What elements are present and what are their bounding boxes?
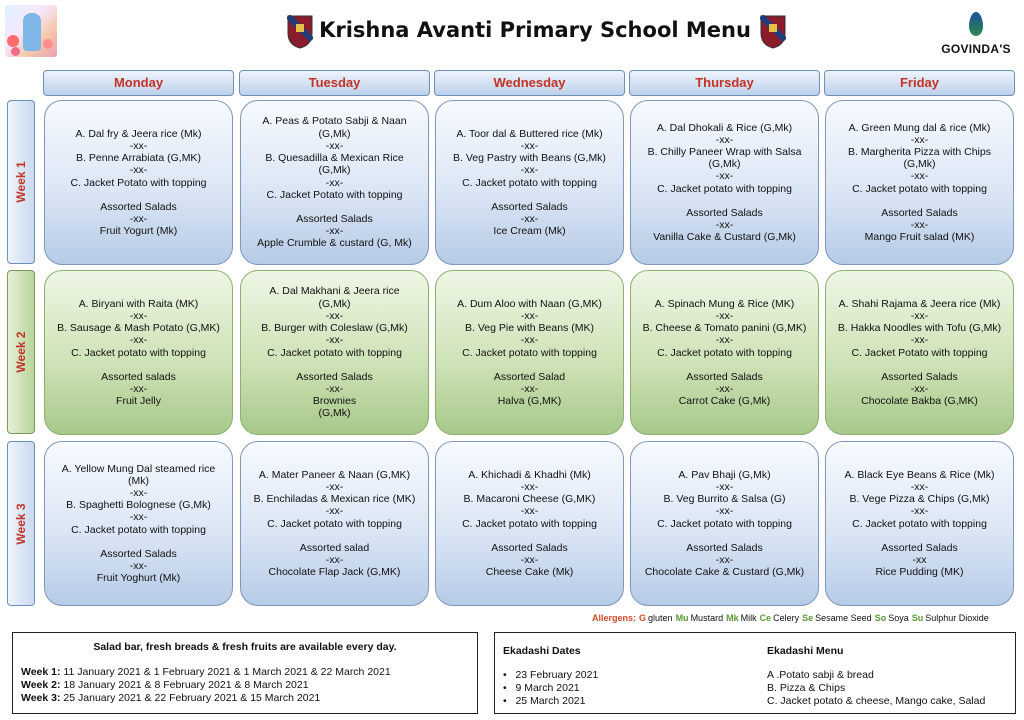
menu-line: -xx-	[520, 480, 539, 493]
menu-line: C. Jacket potato with topping	[267, 346, 402, 359]
allergen-name: Celery	[773, 613, 800, 623]
menu-line: B. Cheese & Tomato panini (G,MK)	[642, 322, 807, 335]
menu-line: C. Jacket potato with topping	[852, 517, 987, 530]
menu-line: Apple Crumble & custard (G, Mk)	[257, 237, 412, 250]
menu-line: Carrot Cake (G,Mk)	[678, 395, 771, 408]
menu-cell	[44, 441, 233, 606]
menu-line: -xx-	[325, 480, 344, 493]
menu-line: -xx-	[715, 334, 734, 347]
ekadashi-date-item: • 23 February 2021	[503, 669, 599, 681]
krishna-photo	[5, 5, 57, 57]
menu-line: Chocolate Bakba (G,MK)	[861, 395, 978, 408]
menu-line: Assorted Salads	[491, 541, 568, 554]
menu-line: B. Burger with Coleslaw (G,Mk)	[261, 322, 408, 335]
menu-line: C. Jacket potato with topping	[71, 346, 206, 359]
menu-line: -xx-	[910, 505, 929, 518]
menu-line: C. Jacket potato with topping	[462, 176, 597, 189]
day-header-wednesday: Wednesday	[434, 70, 625, 96]
menu-line: -xx-	[520, 505, 539, 518]
menu-line: Brownies	[312, 395, 357, 408]
menu-cell	[630, 441, 819, 606]
day-header-thursday: Thursday	[629, 70, 820, 96]
menu-line: -xx-	[520, 212, 539, 225]
allergens-label: Allergens:	[592, 613, 637, 623]
menu-line: -xx-	[129, 139, 148, 152]
menu-line: Mango Fruit salad (MK)	[864, 231, 975, 244]
menu-cell	[240, 100, 429, 265]
ekadashi-date-item: • 9 March 2021	[503, 682, 580, 694]
day-header-monday: Monday	[43, 70, 234, 96]
allergen-name: Sulphur Dioxide	[925, 613, 989, 623]
menu-line: Assorted Salads	[491, 200, 568, 213]
menu-line: -xx-	[520, 553, 539, 566]
ekadashi-dates-title: Ekadashi Dates	[503, 645, 581, 657]
menu-line: C. Jacket Potato with topping	[70, 176, 207, 189]
menu-cell	[630, 100, 819, 265]
menu-line: -xx-	[129, 309, 148, 322]
menu-line: -xx-	[129, 212, 148, 225]
menu-line: -xx-	[325, 382, 344, 395]
menu-line: B. Veg Pastry with Beans (G,Mk)	[453, 152, 606, 165]
menu-line: Assorted Salads	[881, 206, 958, 219]
menu-line: -xx-	[910, 219, 929, 231]
menu-line: B. Penne Arrabiata (G,MK)	[76, 152, 201, 165]
week-header-2: Week 2	[7, 270, 35, 434]
menu-line: -xx-	[325, 309, 344, 322]
menu-line: A. Toor dal & Buttered rice (Mk)	[456, 127, 603, 140]
allergen-code: Mk	[726, 613, 739, 623]
menu-line: -xx-	[129, 560, 148, 572]
menu-cell	[435, 100, 624, 265]
menu-line: -xx-	[129, 164, 148, 177]
menu-line: -xx-	[520, 164, 539, 177]
menu-line: -xx-	[520, 334, 539, 347]
menu-line: Assorted Salads	[100, 547, 177, 560]
menu-line: -xx-	[715, 382, 734, 395]
menu-line: Assorted Salads	[686, 370, 763, 383]
menu-line: B. Hakka Noodles with Tofu (G,Mk)	[837, 322, 1002, 335]
menu-line: A. Pav Bhaji (G,Mk)	[678, 468, 771, 481]
menu-line: -xx-	[129, 382, 148, 395]
menu-line: B. Quesadilla & Mexican Rice	[265, 152, 404, 165]
ekadashi-menu-title: Ekadashi Menu	[767, 645, 844, 657]
menu-line: -xx-	[910, 480, 929, 493]
menu-line: B. Macaroni Cheese (G,MK)	[463, 493, 596, 506]
menu-cell	[825, 441, 1014, 606]
menu-line: A. Dal Makhani & Jeera rice	[269, 285, 400, 298]
menu-line: (G,Mk)	[708, 158, 741, 171]
menu-line: Assorted salad	[299, 541, 370, 554]
menu-line: -xx-	[325, 505, 344, 518]
menu-line: -xx-	[910, 133, 929, 146]
menu-line: -xx-	[910, 170, 929, 183]
menu-line: A. Dum Aloo with Naan (G,MK)	[457, 297, 602, 310]
menu-line: A. Black Eye Beans & Rice (Mk)	[844, 468, 995, 481]
menu-cell	[630, 270, 819, 435]
week-dates-row: Week 2: 18 January 2021 & 8 February 2021 & 8 March 2021	[21, 679, 309, 691]
menu-line: Chocolate Flap Jack (G,MK)	[268, 566, 401, 579]
menu-cell	[435, 270, 624, 435]
day-header-tuesday: Tuesday	[239, 70, 430, 96]
menu-line: A. Shahi Rajama & Jeera rice (Mk)	[838, 297, 1001, 310]
allergen-name: Sesame Seed	[815, 613, 872, 623]
menu-cell	[240, 270, 429, 435]
menu-line: Fruit Yogurt (Mk)	[99, 225, 178, 238]
menu-line: B. Sausage & Mash Potato (G,MK)	[57, 322, 220, 335]
menu-line: -xx-	[520, 139, 539, 152]
menu-line: Assorted Salads	[100, 200, 177, 213]
menu-line: -xx-	[325, 225, 344, 238]
menu-line: Rice Pudding (MK)	[875, 566, 964, 579]
ekadashi-menu-list	[767, 669, 985, 708]
allergen-code: So	[874, 613, 887, 623]
govindas-logo	[936, 12, 1016, 56]
menu-line: Assorted Salads	[686, 206, 763, 219]
allergens-legend	[592, 613, 989, 623]
menu-line: -xx-	[715, 133, 734, 146]
menu-line: -xx-	[715, 505, 734, 518]
ekadashi-dates-list	[503, 669, 598, 708]
menu-line: Fruit Jelly	[116, 395, 161, 408]
salad-bar-box	[12, 632, 478, 714]
menu-line: (G,Mk)	[903, 158, 936, 171]
menu-line: B. Vege Pizza & Chips (G,Mk)	[849, 493, 990, 506]
menu-line: -xx-	[910, 309, 929, 322]
ekadashi-menu-item: B. Pizza & Chips	[767, 682, 846, 694]
menu-line: -xx-	[325, 334, 344, 347]
menu-line: Assorted Salad	[493, 370, 566, 383]
ekadashi-menu-item: A .Potato sabji & bread	[767, 669, 874, 681]
menu-line: A. Mater Paneer & Naan (G,MK)	[258, 468, 411, 481]
menu-line: -xx-	[715, 480, 734, 493]
ekadashi-box	[494, 632, 1016, 714]
menu-line: -xx-	[715, 219, 734, 231]
menu-line: A. Dal Dhokali & Rice (G,Mk)	[656, 121, 793, 134]
menu-line: B. Veg Burrito & Salsa (G)	[663, 493, 786, 506]
menu-line: -xx-	[129, 334, 148, 347]
school-crest-icon	[760, 15, 786, 49]
menu-line: Ice Cream (Mk)	[493, 225, 566, 238]
menu-line: (G,Mk)	[318, 407, 351, 420]
menu-line: C. Jacket potato with topping	[657, 182, 792, 195]
menu-line: Vanilla Cake & Custard (G,Mk)	[653, 231, 796, 244]
menu-line: C. Jacket potato with topping	[852, 182, 987, 195]
menu-cell	[825, 100, 1014, 265]
salad-bar-heading: Salad bar, fresh breads & fresh fruits are available every day.	[93, 641, 397, 653]
menu-line: -xx-	[520, 382, 539, 395]
menu-line: A. Green Mung dal & rice (Mk)	[848, 121, 991, 134]
menu-line: B. Margherita Pizza with Chips	[848, 145, 991, 158]
drop-icon	[969, 12, 983, 36]
allergen-name: Soya	[888, 613, 909, 623]
menu-line: -xx-	[129, 486, 148, 499]
menu-cell	[44, 100, 233, 265]
menu-cell	[44, 270, 233, 435]
menu-line: A. Peas & Potato Sabji & Naan	[262, 115, 407, 128]
menu-line: C. Jacket potato with topping	[267, 517, 402, 530]
allergen-code: Mu	[675, 613, 689, 623]
menu-line: -xx-	[715, 170, 734, 183]
day-header-friday: Friday	[824, 70, 1015, 96]
allergen-code: Su	[911, 613, 924, 623]
allergen-name: Milk	[740, 613, 757, 623]
page-title: Krishna Avanti Primary School Menu	[319, 18, 751, 42]
menu-line: Assorted Salads	[296, 370, 373, 383]
allergen-code: G	[639, 613, 647, 623]
menu-line: -xx-	[715, 309, 734, 322]
menu-line: A. Biryani with Raita (MK)	[78, 297, 199, 310]
brand-name: GOVINDA'S	[941, 42, 1011, 56]
menu-line: -xx-	[715, 553, 734, 566]
ekadashi-menu-item: C. Jacket potato & cheese, Mango cake, Salad	[767, 695, 986, 707]
menu-line: Assorted Salads	[881, 370, 958, 383]
menu-line: C. Jacket Potato with topping	[851, 346, 988, 359]
menu-line: C. Jacket potato with topping	[462, 517, 597, 530]
week-dates-row: Week 1: 11 January 2021 & 1 February 2021 & 1 March 2021 & 22 March 2021	[21, 666, 391, 678]
menu-line: C. Jacket potato with topping	[657, 517, 792, 530]
menu-line: -xx	[912, 553, 927, 566]
menu-line: A. Khichadi & Khadhi (Mk)	[468, 468, 591, 481]
menu-line: -xx-	[325, 176, 344, 189]
menu-line: C. Jacket Potato with topping	[266, 188, 403, 201]
menu-line: -xx-	[325, 139, 344, 152]
menu-line: C. Jacket potato with topping	[462, 346, 597, 359]
menu-line: (G,Mk)	[318, 164, 351, 177]
allergen-code: Ce	[759, 613, 772, 623]
menu-line: A. Yellow Mung Dal steamed rice	[61, 462, 216, 475]
menu-line: B. Veg Pie with Beans (MK)	[465, 322, 594, 335]
menu-line: Assorted salads	[101, 370, 176, 383]
menu-line: -xx-	[910, 382, 929, 395]
menu-line: Chocolate Cake & Custard (G,Mk)	[644, 566, 805, 579]
menu-line: (Mk)	[128, 474, 149, 487]
allergen-name: gluten	[648, 613, 673, 623]
menu-cell	[435, 441, 624, 606]
menu-line: -xx-	[129, 511, 148, 524]
menu-line: Fruit Yoghurt (Mk)	[96, 572, 181, 585]
week-dates-row: Week 3: 25 January 2021 & 22 February 2021 & 15 March 2021	[21, 692, 321, 704]
menu-line: -xx-	[910, 334, 929, 347]
menu-cell	[240, 441, 429, 606]
week-header-1: Week 1	[7, 100, 35, 264]
menu-line: Cheese Cake (Mk)	[485, 566, 574, 579]
menu-line: A. Dal fry & Jeera rice (Mk)	[75, 127, 202, 140]
allergen-name: Mustard	[690, 613, 724, 623]
menu-line: C. Jacket potato with topping	[657, 346, 792, 359]
menu-line: Assorted Salads	[686, 541, 763, 554]
menu-line: A. Spinach Mung & Rice (MK)	[654, 297, 795, 310]
menu-line: B. Enchiladas & Mexican rice (MK)	[253, 493, 416, 506]
menu-cell	[825, 270, 1014, 435]
week-header-3: Week 3	[7, 441, 35, 606]
menu-line: B. Chilly Paneer Wrap with Salsa	[647, 145, 802, 158]
menu-line: Assorted Salads	[881, 541, 958, 554]
menu-line: -xx-	[325, 553, 344, 566]
allergen-code: Se	[802, 613, 814, 623]
ekadashi-date-item: • 25 March 2021	[503, 695, 586, 707]
menu-line: Halva (G,MK)	[497, 395, 562, 408]
menu-line: C. Jacket potato with topping	[71, 523, 206, 536]
menu-line: B. Spaghetti Bolognese (G,Mk)	[66, 499, 211, 512]
menu-line: (G,Mk)	[318, 297, 351, 310]
menu-line: -xx-	[520, 309, 539, 322]
menu-line: (G,Mk)	[318, 127, 351, 140]
menu-line: Assorted Salads	[296, 212, 373, 225]
